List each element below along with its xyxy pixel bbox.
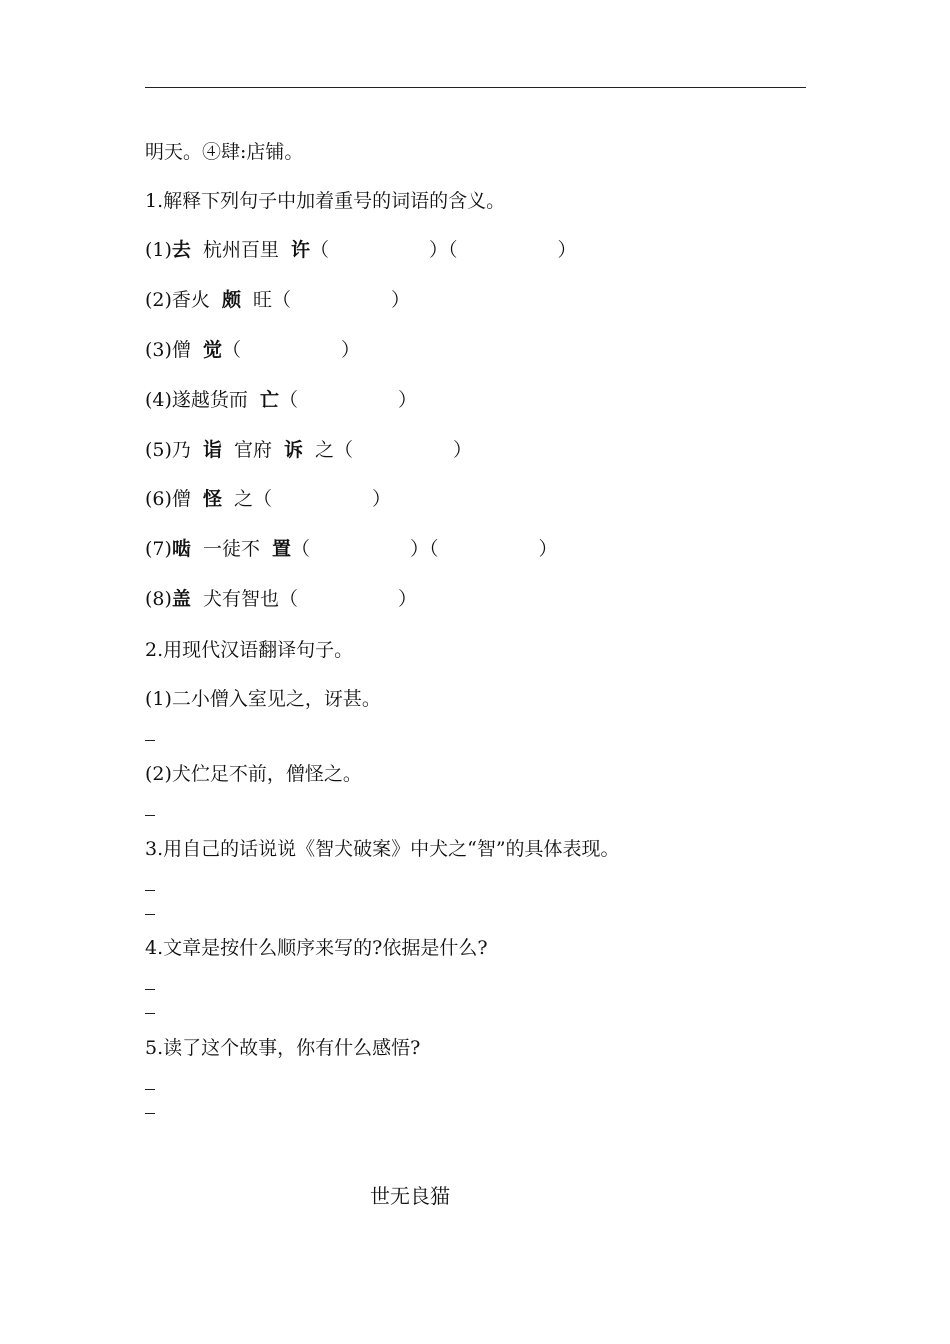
answer-line[interactable] [145,1089,155,1090]
answer-paren-open: （ [252,488,272,510]
question-3-prompt: 3.用自己的话说说《智犬破案》中犬之“智”的具体表现。 [145,838,620,860]
dotted-word: 颇 [221,289,241,311]
dotted-word: 觉 [202,339,222,361]
question-4-prompt: 4.文章是按什么顺序来写的?依据是什么? [145,937,488,959]
answer-paren-close: ） [538,538,558,560]
answer-line[interactable] [145,740,155,741]
item-text: 杭州百里 [202,239,279,261]
item-text: 香火 [171,289,210,311]
continued-line: 明天。④肆:店铺。 [145,141,304,163]
answer-paren-open: （ [290,538,310,560]
answer-paren-close: ） [397,389,417,411]
q1-item-2 [145,288,410,312]
item-number: (7) [145,538,172,560]
item-number: (3) [145,339,172,361]
dotted-word: 置 [271,538,291,560]
item-number: (6) [145,488,172,510]
answer-paren-close: ） [453,439,473,461]
dotted-word: 许 [290,239,310,261]
dotted-word: 亡 [259,389,279,411]
dotted-word: 诉 [283,439,303,461]
q2-sentence-1: (1)二小僧入室见之，讶甚。 [145,688,381,710]
item-text: 僧 [171,488,191,510]
item-text: 之 [314,439,334,461]
answer-line[interactable] [145,989,155,990]
answer-paren-close: ） [428,239,448,261]
answer-line[interactable] [145,914,155,915]
q1-item-3 [145,338,360,362]
answer-paren-close: ） [390,289,410,311]
answer-paren-open: （ [429,538,439,560]
answer-paren-close: ） [371,488,391,510]
question-1-prompt: 1.解释下列句子中加着重号的词语的含义。 [145,190,506,212]
q1-item-6 [145,487,391,511]
answer-paren-close: ） [557,239,577,261]
dotted-word: 怪 [202,488,222,510]
item-text: 一徒不 [202,538,260,560]
question-5-prompt: 5.读了这个故事，你有什么感悟? [145,1037,421,1059]
answer-paren-open: （ [271,289,291,311]
q1-item-1 [145,238,577,262]
answer-line[interactable] [145,1013,155,1014]
item-text: 犬有智也 [202,588,279,610]
answer-paren-open: （ [278,389,298,411]
answer-line[interactable] [145,890,155,891]
q1-item-7 [145,537,558,561]
item-number: (2) [145,289,172,311]
answer-line[interactable] [145,1113,155,1114]
answer-paren-close: ） [397,588,417,610]
item-number: (1) [145,239,172,261]
answer-paren-open: （ [448,239,458,261]
answer-paren-close: ） [340,339,360,361]
answer-paren-close: ） [409,538,429,560]
item-text: 旺 [252,289,272,311]
answer-line[interactable] [145,815,155,816]
question-2-prompt: 2.用现代汉语翻译句子。 [145,639,354,661]
dotted-word: 诣 [202,439,222,461]
answer-paren-open: （ [334,439,354,461]
header-rule [145,87,806,88]
dotted-word: 啮 [171,538,191,560]
q1-item-5 [145,438,472,462]
q1-item-4 [145,388,417,412]
item-text: 僧 [171,339,191,361]
answer-paren-open: （ [221,339,241,361]
answer-paren-open: （ [278,588,298,610]
dotted-word: 盖 [171,588,191,610]
item-number: (8) [145,588,172,610]
next-passage-title: 世无良猫 [370,1184,450,1208]
item-number: (5) [145,439,172,461]
item-text: 遂越货而 [171,389,248,411]
q2-sentence-2: (2)犬伫足不前，僧怪之。 [145,763,362,785]
answer-paren-open: （ [309,239,329,261]
item-text: 乃 [171,439,191,461]
item-text: 之 [233,488,253,510]
q1-item-8 [145,587,417,611]
item-number: (4) [145,389,172,411]
dotted-word: 去 [171,239,191,261]
item-text: 官府 [233,439,272,461]
